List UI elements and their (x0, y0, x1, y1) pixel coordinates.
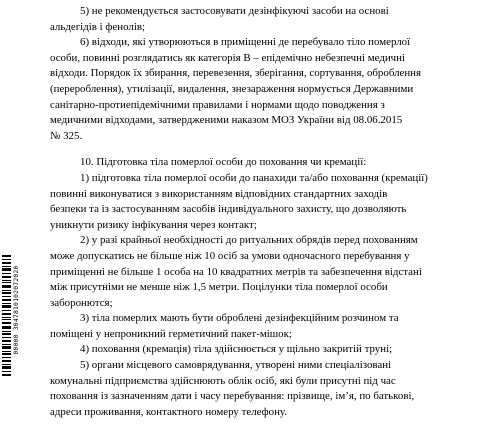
barcode-number: 00000 3047810102072020 (12, 265, 20, 355)
paragraph-spacer (50, 144, 472, 155)
section-heading-10: 10. Підготовка тіла померлої особи до поховання чи кремації: (80, 156, 367, 169)
paragraph-item-2-rituals: 2) у разі крайньої необхідності до ритуальних обрядів перед похованням може допускатись не більше ніж 10 осіб за умови одночасного перебування у приміщенні не більше 1 особа на 10 квадратних метрів та забезпечення відстані між присутніми не менше ніж 1,5 метри. Поцілунки тіла померлої особи заборонются; (50, 234, 422, 309)
paragraph-item-1-preparation: 1) підготовка тіла померлої особи до панахиди та/або поховання (кремації) повинні виконуватися з використанням відповідних стандартних заходів безпеки та із застосуванням засобів індивідуального захисту, що дозволяють уникнути ризику інфікування через контакт; (50, 171, 428, 231)
document-body (50, 4, 472, 420)
paragraph-item-5-disinfectants: 5) не рекомендується застосовувати дезінфікуючі засоби на основі альдегідів і фенолів; (50, 5, 389, 33)
paragraph-item-3-treatment: 3) тіла померлих мають бути оброблені дезінфекційним розчином та поміщені у непроникний герметичний пакет-мішок; (50, 312, 399, 340)
barcode-stamp (2, 255, 22, 377)
barcode-icon (2, 255, 11, 377)
paragraph-item-5-registration: 5) органи місцевого самоврядування, утворені ними спеціалізовані комунальні підприємства здійснюють облік осіб, які були присутні під час поховання із зазначенням дати і часу перебування: прізвище, ім’я, по батькові, адреси проживання, контактного номеру телефону. (50, 359, 415, 418)
paragraph-item-4-burial: 4) поховання (кремація) тіла здійснюється у щільно закритій труні; (80, 343, 393, 356)
paragraph-item-6-waste: 6) відходи, які утворюються в приміщенні де перебувало тіло померлої особи, повинні розглядатись як категорія В – епідемічно небезпечні медичні відходи. Порядок їх збирання, перевезення, зберігання, сортування, оброблення (перероблення), утилізації, видалення, знезараження нормується Державними санітарно-протиепідемічними правилами і нормами щодо поводження з медичними відходами, затвердженими наказом МОЗ України від 08.06.2015 № 325. (50, 36, 422, 142)
